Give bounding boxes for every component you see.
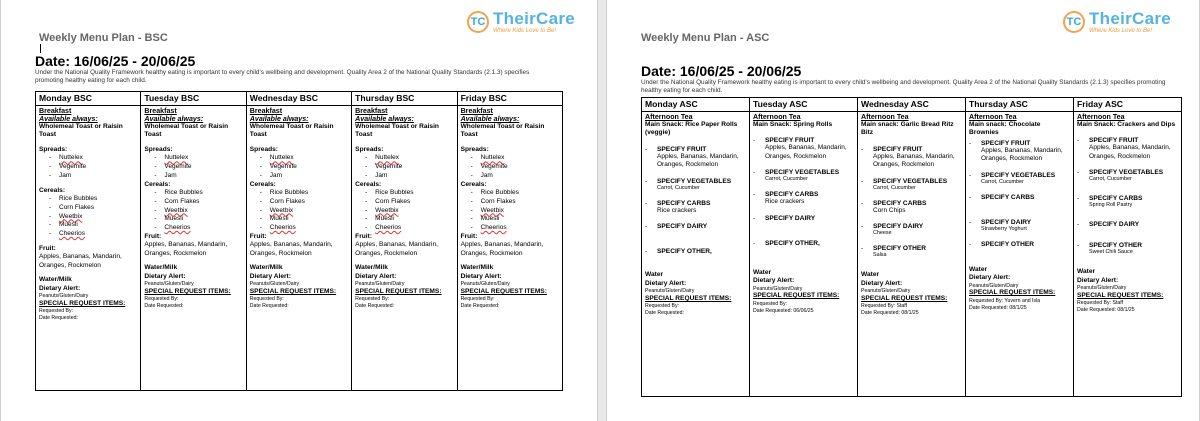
asc-day-cell[interactable] [966, 112, 1074, 397]
specify-fruit-label: - SPECIFY FRUIT [969, 140, 1070, 147]
list-item: - Vegemite [49, 163, 137, 172]
special-request-label: SPECIAL REQUEST ITEMS: [645, 294, 732, 302]
main-snack: Main Snack: Rice Paper Rolls (veggie) [645, 121, 738, 137]
asc-day-cell[interactable] [858, 112, 966, 397]
date-requested: Date Requested: [645, 310, 684, 317]
special-request-label: SPECIAL REQUEST ITEMS: [39, 299, 126, 307]
requested-by: Requested By: Staff [861, 303, 908, 310]
list-item: - Vegemite [154, 163, 242, 172]
spreads-list [39, 154, 137, 180]
specify-dairy-label: - SPECIFY DAIRY [1077, 221, 1178, 228]
logo-name: TheirCare [493, 9, 576, 28]
theircare-logo-icon: TC [1063, 11, 1085, 33]
asc-page [606, 0, 1200, 421]
fruit-list: Apples, Bananas, Mandarin, Oranges, Rockmelon [355, 241, 439, 257]
asc-intro-text: Under the National Quality Framework healthy eating is important to every child's wellbeing and development. Quality Area 2 of the National Quality Standards (2.1.3) specifies promoting healthy eating for each child. [641, 79, 1166, 95]
cereals-list [144, 189, 242, 233]
list-item: - Corn Flakes [471, 198, 559, 207]
special-request-label: SPECIAL REQUEST ITEMS: [355, 287, 442, 295]
fruit-label: Fruit: [460, 232, 478, 240]
dietary-alert-label: Dietary Alert: [861, 279, 903, 287]
allergens: Peanuts/Gluten/Dairy [39, 293, 89, 300]
specify-dairy-label: - SPECIFY DAIRY [861, 223, 962, 230]
asc-header-row [642, 98, 1182, 112]
requested-by: Requested By: [144, 296, 179, 303]
date-requested: Date Requested: [355, 303, 395, 309]
fruit-value: Apples, Bananas, Mandarin, Oranges, Rockmelon [765, 144, 847, 160]
carbs-value: Spring Roll Pastry [1089, 202, 1133, 209]
fruit-list: Apples, Bananas, Mandarin, Oranges, Rockmelon [249, 241, 333, 257]
specify-vegetables-label: - SPECIFY VEGETABLES [645, 178, 746, 185]
dietary-alert-label: Dietary Alert: [144, 272, 186, 280]
list-item: - Muesli [365, 215, 453, 224]
specify-fruit-label: - SPECIFY FRUIT [753, 137, 854, 144]
allergens: Peanuts/Gluten/Dairy [861, 288, 911, 295]
bsc-header-row [36, 92, 563, 106]
list-item: - Cheerios [260, 224, 348, 233]
dietary-alert-label: Dietary Alert: [1077, 276, 1119, 284]
spreads-label: Spreads: [39, 145, 68, 153]
breakfast-heading: Breakfast [39, 107, 72, 115]
bsc-day-header: Friday BSC [457, 92, 562, 106]
bsc-day-cell[interactable] [36, 106, 141, 391]
allergens: Peanuts/Gluten/Dairy [753, 285, 803, 292]
requested-by: Requested By: Staff [1077, 300, 1124, 307]
spreads-list [355, 154, 453, 180]
vegetables-value: Carrot, Cucumber [765, 176, 808, 183]
list-item: - Vegemite [365, 163, 453, 172]
breakfast-heading: Breakfast [460, 107, 493, 115]
afternoon-tea-heading: Afternoon Tea [861, 113, 909, 121]
special-request-label: SPECIAL REQUEST ITEMS: [1077, 291, 1164, 299]
specify-vegetables-label: - SPECIFY VEGETABLES [1077, 169, 1178, 176]
theircare-logo-icon: TC [467, 11, 489, 33]
list-item: - Rice Bubbles [49, 195, 137, 204]
fruit-value: Apples, Bananas, Mandarin, Oranges, Rockmelon [873, 152, 955, 169]
bsc-day-cell[interactable] [457, 106, 562, 391]
list-item: - Muesli [260, 215, 348, 224]
specify-fruit-label: - SPECIFY FRUIT [1077, 137, 1178, 144]
cereals-list [39, 195, 137, 239]
spreads-label: Spreads: [249, 145, 278, 153]
cereals-label: Cereals: [460, 180, 487, 188]
specify-other-label: - SPECIFY OTHER [1077, 242, 1178, 249]
list-item: - Nuttelex [49, 154, 137, 163]
dietary-alert-label: Dietary Alert: [460, 272, 502, 280]
list-item: - Vegemite [471, 163, 559, 172]
main-snack: Main Snack: Crackers and Dips [1077, 121, 1176, 128]
asc-day-header: Thursday ASC [966, 98, 1074, 112]
bsc-day-cell[interactable] [246, 106, 351, 391]
toast-option: Wholemeal Toast or Raisin Toast [144, 123, 229, 139]
dairy-value: Cheese [873, 230, 892, 237]
requested-by: Requested By: [645, 303, 680, 310]
asc-date-range[interactable]: Date: 16/06/25 - 20/06/25 [641, 63, 802, 79]
requested-by: Requested By: Yuvern and Isla [969, 297, 1041, 304]
carbs-value: Rice crackers [657, 206, 697, 214]
fruit-list: Apples, Bananas, Mandarin, Oranges, Rockmelon [39, 253, 122, 269]
date-requested: Date Requested: [460, 303, 500, 309]
afternoon-tea-heading: Afternoon Tea [753, 113, 801, 121]
list-item: - Jam [365, 172, 453, 181]
spreads-label: Spreads: [355, 145, 384, 153]
date-requested: Date Requested: 08/1/25 [861, 310, 919, 317]
carbs-value: Corn Chips [873, 206, 906, 214]
list-item: - Jam [154, 172, 242, 181]
specify-other-label: - SPECIFY OTHER [861, 245, 962, 252]
specify-vegetables-label: - SPECIFY VEGETABLES [969, 172, 1070, 179]
cereals-list [355, 189, 453, 233]
cereals-label: Cereals: [355, 180, 382, 188]
list-item: - Weetbix [365, 207, 453, 216]
available-always: Available always: [460, 115, 520, 123]
text-cursor [40, 44, 41, 53]
toast-option: Wholemeal Toast or Raisin Toast [460, 123, 545, 139]
asc-day-header: Wednesday ASC [858, 98, 966, 112]
list-item: - Nuttelex [154, 154, 242, 163]
special-request-label: SPECIAL REQUEST ITEMS: [969, 289, 1056, 297]
spreads-label: Spreads: [460, 145, 489, 153]
list-item: - Weetbix [471, 207, 559, 216]
list-item: - Jam [471, 172, 559, 181]
requested-by: Requested By: [355, 296, 390, 303]
bsc-day-header: Tuesday BSC [141, 92, 246, 106]
vegetables-value: Carrot, Cucumber [873, 184, 916, 191]
asc-menu-row [642, 112, 1182, 397]
list-item: - Cheerios [471, 224, 559, 233]
spreads-label: Spreads: [144, 145, 173, 153]
afternoon-tea-heading: Afternoon Tea [969, 113, 1017, 121]
dietary-alert-label: Dietary Alert: [753, 277, 795, 285]
fruit-value: Apples, Bananas, Mandarin, Oranges, Rockmelon [657, 152, 739, 169]
list-item: - Cheerios [49, 230, 137, 239]
allergens: Peanuts/Gluten/Dairy [969, 282, 1019, 289]
asc-menu-table [641, 97, 1182, 397]
logo-tagline: Where Kids Love to Be! [1089, 28, 1153, 34]
list-item: - Jam [49, 172, 137, 181]
bsc-day-cell[interactable] [352, 106, 457, 391]
available-always: Available always: [144, 115, 204, 123]
water-milk: Water/Milk [39, 276, 72, 284]
specify-carbs-label: - SPECIFY CARBS [753, 191, 854, 198]
vegetables-value: Carrot, Cucumber [981, 178, 1024, 185]
water-label: Water [1077, 268, 1096, 276]
asc-day-cell[interactable] [1074, 112, 1182, 397]
fruit-list: Apples, Bananas, Mandarin, Oranges, Rockmelon [460, 241, 544, 257]
list-item: - Cheerios [365, 224, 453, 233]
available-always: Available always: [355, 115, 414, 123]
list-item: - Rice Bubbles [471, 189, 559, 198]
main-snack: Main snack: Chocolate Brownies [969, 121, 1041, 137]
cereals-list [250, 189, 348, 233]
specify-fruit-label: - SPECIFY FRUIT [861, 146, 962, 153]
asc-day-cell[interactable] [642, 112, 750, 397]
list-item: - Muesli [154, 215, 242, 224]
asc-day-cell[interactable] [750, 112, 858, 397]
water-label: Water [645, 271, 664, 279]
allergens: Peanuts/Gluten/Dairy [460, 281, 510, 288]
water-milk: Water/Milk [460, 264, 494, 272]
asc-day-header: Friday ASC [1074, 98, 1182, 112]
fruit-value: Apples, Bananas, Mandarin, Oranges, Rockmelon [981, 146, 1063, 163]
requested-by: Requested By: [753, 300, 788, 307]
allergens: Peanuts/Gluten/Dairy [249, 281, 300, 288]
water-label: Water [753, 268, 772, 276]
specify-dairy-label: - SPECIFY DAIRY [753, 215, 854, 222]
list-item: - Corn Flakes [154, 198, 242, 207]
allergens: Peanuts/Gluten/Dairy [645, 288, 695, 295]
allergens: Peanuts/Gluten/Dairy [1077, 285, 1127, 292]
dietary-alert-label: Dietary Alert: [249, 272, 291, 280]
date-requested: Date Requested: 06/06/25 [753, 307, 814, 314]
bsc-day-header: Monday BSC [36, 92, 141, 106]
cereals-label: Cereals: [39, 186, 66, 194]
spreads-list [250, 154, 348, 180]
afternoon-tea-heading: Afternoon Tea [645, 113, 693, 121]
date-requested: Date Requested: 08/1/25 [1077, 307, 1135, 314]
list-item: - Muesli [49, 221, 137, 230]
water-milk: Water/Milk [355, 264, 388, 272]
allergens: Peanuts/Gluten/Dairy [144, 281, 194, 288]
logo-tagline: Where Kids Love to Be! [493, 28, 557, 34]
bsc-menu-table [35, 91, 563, 391]
breakfast-heading: Breakfast [249, 107, 283, 115]
special-request-label: SPECIAL REQUEST ITEMS: [861, 294, 948, 302]
requested-by: Requested By: [39, 308, 74, 315]
list-item: - Nuttelex [471, 154, 559, 163]
list-item: - Weetbix [49, 213, 137, 222]
carbs-value: Rice crackers [765, 198, 805, 206]
fruit-label: Fruit: [144, 232, 162, 240]
date-requested: Date Requested: [39, 315, 78, 321]
requested-by: Requested By: [249, 296, 284, 303]
breakfast-heading: Breakfast [144, 107, 177, 115]
allergens: Peanuts/Gluten/Dairy [355, 281, 405, 288]
dairy-value: Strawberry Yoghurt [981, 225, 1027, 232]
specify-other-label: - SPECIFY OTHER, [645, 248, 746, 255]
logo-name: TheirCare [1089, 9, 1172, 28]
asc-day-header: Monday ASC [642, 98, 750, 112]
asc-plan-title: Weekly Menu Plan - ASC [641, 32, 770, 44]
specify-vegetables-label: - SPECIFY VEGETABLES [861, 178, 962, 185]
breakfast-heading: Breakfast [355, 107, 388, 115]
specify-dairy-label: - SPECIFY DAIRY [645, 223, 746, 230]
fruit-value: Apples, Bananas, Mandarin, Oranges, Rockmelon [1089, 144, 1171, 160]
available-always: Available always: [249, 115, 309, 123]
specify-other-label: - SPECIFY OTHER [969, 241, 1070, 248]
cereals-label: Cereals: [249, 180, 276, 188]
toast-option: Wholemeal Toast or Raisin Toast [39, 123, 123, 139]
specify-carbs-label: - SPECIFY CARBS [645, 200, 746, 207]
list-item: - Muesli [471, 215, 559, 224]
bsc-plan-title: Weekly Menu Plan - BSC [39, 32, 168, 44]
specify-carbs-label: - SPECIFY CARBS [861, 200, 962, 207]
list-item: - Corn Flakes [260, 198, 348, 207]
fruit-list: Apples, Bananas, Mandarin, Oranges, Rockmelon [144, 241, 228, 257]
list-item: - Rice Bubbles [154, 189, 242, 198]
specify-dairy-label: - SPECIFY DAIRY [969, 219, 1070, 226]
water-milk: Water/Milk [249, 264, 283, 272]
bsc-menu-row [36, 106, 563, 391]
specify-fruit-label: - SPECIFY FRUIT [645, 146, 746, 153]
specify-vegetables-label: - SPECIFY VEGETABLES [753, 169, 854, 176]
special-request-label: SPECIAL REQUEST ITEMS: [144, 287, 231, 295]
special-request-label: SPECIAL REQUEST ITEMS: [460, 287, 547, 295]
list-item: - Nuttelex [260, 154, 348, 163]
requested-by: Requested By: [460, 296, 495, 303]
fruit-label: Fruit: [39, 244, 56, 252]
dietary-alert-label: Dietary Alert: [969, 274, 1011, 282]
dietary-alert-label: Dietary Alert: [355, 272, 397, 280]
list-item: - Rice Bubbles [260, 189, 348, 198]
special-request-label: SPECIAL REQUEST ITEMS: [249, 287, 337, 295]
cereals-list [461, 189, 559, 233]
water-label: Water [969, 265, 988, 273]
specify-carbs-label: - SPECIFY CARBS [1077, 195, 1178, 202]
bsc-date-range[interactable]: Date: 16/06/25 - 20/06/25 [35, 53, 196, 69]
toast-option: Wholemeal Toast or Raisin Toast [355, 123, 439, 139]
asc-day-header: Tuesday ASC [750, 98, 858, 112]
toast-option: Wholemeal Toast or Raisin Toast [249, 123, 334, 139]
fruit-label: Fruit: [355, 232, 373, 240]
bsc-day-header: Thursday BSC [352, 92, 457, 106]
vegetables-value: Carrot, Cucumber [1089, 176, 1132, 183]
spreads-list [144, 154, 242, 180]
bsc-day-header: Wednesday BSC [246, 92, 351, 106]
theircare-logo [1063, 10, 1171, 34]
theircare-logo [467, 10, 575, 34]
list-item: - Corn Flakes [365, 198, 453, 207]
bsc-day-cell[interactable] [141, 106, 246, 391]
list-item: - Cheerios [154, 224, 242, 233]
fruit-label: Fruit: [249, 232, 267, 240]
main-snack: Main snack: Garlic Bread Ritz Bitz [861, 121, 954, 137]
other-value: Sweet Chili Sauce [1089, 249, 1133, 256]
dietary-alert-label: Dietary Alert: [645, 279, 687, 287]
list-item: - Jam [260, 172, 348, 181]
specify-other-label: - SPECIFY OTHER, [753, 240, 854, 247]
specify-carbs-label: - SPECIFY CARBS [969, 194, 1070, 201]
available-always: Available always: [39, 115, 98, 123]
water-milk: Water/Milk [144, 264, 178, 272]
list-item: - Weetbix [154, 207, 242, 216]
bsc-intro-text: Under the National Quality Framework healthy eating is important to every child's wellbeing and development. Quality Area 2 of the National Quality Standards (2.1.3) specifies promoting healthy eating for each child. [35, 69, 530, 85]
cereals-label: Cereals: [144, 180, 171, 188]
list-item: - Nuttelex [365, 154, 453, 163]
afternoon-tea-heading: Afternoon Tea [1077, 113, 1125, 121]
main-snack: Main Snack: Spring Rolls [753, 121, 833, 128]
spreads-list [461, 154, 559, 180]
list-item: - Vegemite [260, 163, 348, 172]
dietary-alert-label: Dietary Alert: [39, 284, 81, 292]
water-label: Water [861, 271, 880, 279]
list-item: - Rice Bubbles [365, 189, 453, 198]
bsc-page [0, 0, 598, 421]
date-requested: Date Requested: [249, 303, 289, 309]
list-item: - Weetbix [260, 207, 348, 216]
vegetables-value: Carrot, Cucumber [657, 184, 700, 191]
list-item: - Corn Flakes [49, 204, 137, 213]
date-requested: Date Requested: 08/1/25 [969, 304, 1027, 311]
special-request-label: SPECIAL REQUEST ITEMS: [753, 292, 840, 300]
date-requested: Date Requested: [144, 303, 184, 309]
other-value: Salsa [873, 252, 887, 259]
